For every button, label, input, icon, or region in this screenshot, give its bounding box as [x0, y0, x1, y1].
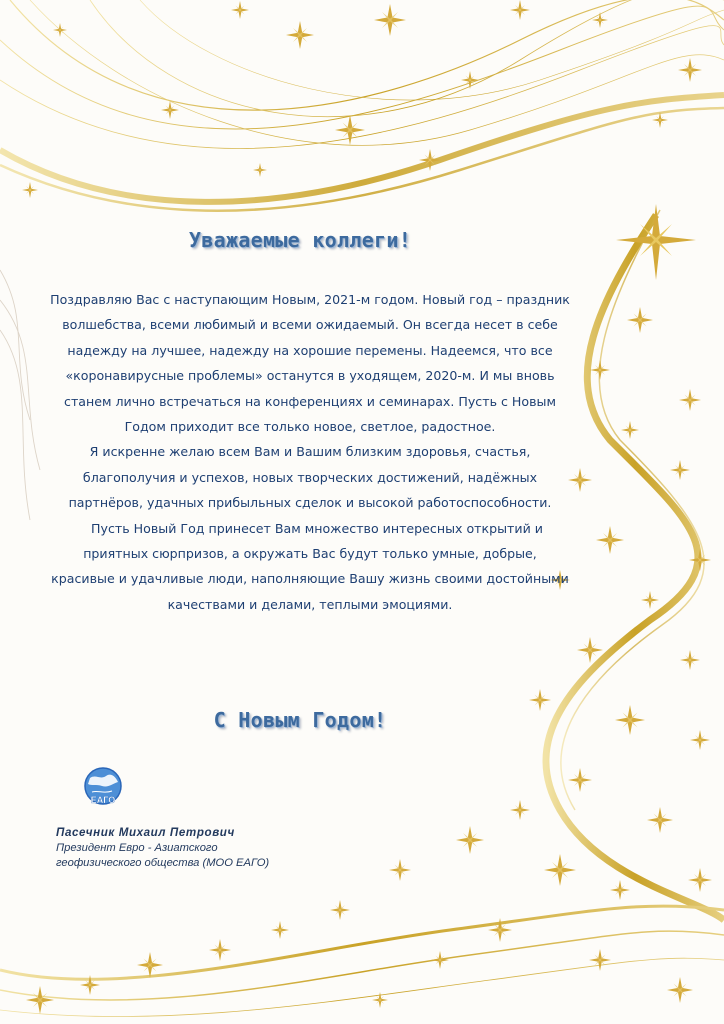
gold-ribbon-top — [0, 0, 724, 211]
signature-name: Пасечник Михаил Петрович — [56, 826, 235, 839]
signature-role: Президент Евро - Азиатского — [56, 842, 218, 854]
paragraph-2: Я искренне желаю всем Вам и Вашим близким здоровья, счастья, благополучия и успехов, новых творческих достижений, надёжных партнёров, удачных прибыльных сделок и высокой работоспособности. — [68, 444, 552, 511]
left-wave-lines — [0, 270, 40, 520]
greeting-heading: Уважаемые коллеги! — [188, 228, 412, 252]
tree-top-star — [616, 204, 696, 280]
paragraph-1: Поздравляю Вас с наступающим Новым, 2021-м годом. Новый год – праздник волшебства, всеми любимый и всеми ожидаемый. Он всегда несет в себе надежду на лучшее, надежду на хорошие перемены. Надеемся, что все «коронавирусные проблемы» останутся в уходящем, 2020-м. И мы вновь станем лично встречаться на конференциях и семинарах. Пусть с Новым Годом приходит все только новое, светлое, радостное. — [50, 292, 570, 435]
letter-body — [50, 287, 570, 617]
globe-logo-icon — [78, 766, 128, 806]
logo-text: ЕАГО — [90, 795, 116, 805]
signature-organization: геофизического общества (МОО ЕАГО) — [56, 857, 270, 869]
paragraph-3: Пусть Новый Год принесет Вам множество интересных открытий и приятных сюрпризов, а окружать Вас будут только умные, добрые, красивые и удачливые люди, наполняющие Вашу жизнь своими достойными качествами и делами, теплыми эмоциями. — [51, 520, 569, 612]
closing-heading: С Новым Годом! — [213, 708, 387, 732]
